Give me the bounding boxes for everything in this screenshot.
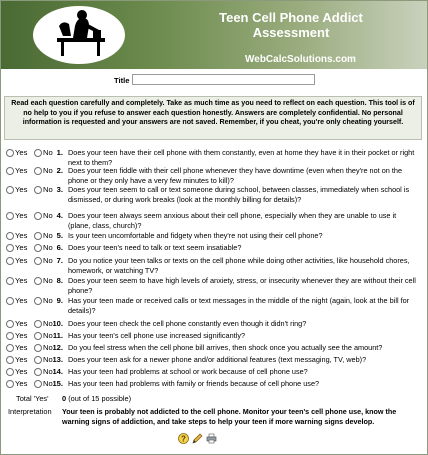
total-yes-note: (out of 15 possible) xyxy=(68,394,132,403)
title-line-1: Teen Cell Phone Addict xyxy=(219,10,363,25)
no-label: No xyxy=(43,231,53,240)
no-label: No xyxy=(43,148,53,157)
question-text: Has your teen made or received calls or text messages in the middle of the night (again, look at the bill for details)? xyxy=(68,296,410,315)
yes-label: Yes xyxy=(15,379,28,388)
no-radio[interactable] xyxy=(34,186,42,194)
no-label: No xyxy=(43,343,53,352)
no-radio[interactable] xyxy=(34,232,42,240)
question-number: 11. xyxy=(52,331,63,340)
no-label: No xyxy=(43,367,53,376)
interpretation-text: Your teen is probably not addicted to the cell phone. Monitor your teen's cell phone use, know the warning signs of addiction, and take steps to help your teen if more warning signs develop. xyxy=(62,407,397,426)
question-number: 12. xyxy=(52,343,63,352)
no-radio[interactable] xyxy=(34,277,42,285)
yes-label: Yes xyxy=(15,243,28,252)
question-number: 6. xyxy=(56,243,63,252)
no-label: No xyxy=(43,331,53,340)
yes-label: Yes xyxy=(15,211,28,220)
question-text: Is your teen uncomfortable and fidgety when they're not using their cell phone? xyxy=(68,231,323,240)
no-label: No xyxy=(43,185,53,194)
instructions-box: Read each question carefully and completely. Take as much time as you need to reflect on each question. This tool is of no help to you if you refuse to answer each question honestly. Answers are completely confidential. No personal information is requested and your answers are not saved. Remember, if you cheat, you're only cheating yourself. xyxy=(4,96,422,140)
no-label: No xyxy=(43,243,53,252)
question-text: Does your teen seem to have high levels of anxiety, stress, or insecurity whenever they are without their cell phone? xyxy=(68,276,416,295)
yes-radio[interactable] xyxy=(6,356,14,364)
question-text: Does your teen ask for a newer phone and/or additional features (text messaging, TV, web)? xyxy=(68,355,367,364)
no-radio[interactable] xyxy=(34,167,42,175)
page-title xyxy=(216,10,366,40)
no-label: No xyxy=(43,166,53,175)
no-radio[interactable] xyxy=(34,149,42,157)
no-radio[interactable] xyxy=(34,368,42,376)
question-text: Has your teen's cell phone use increased significantly? xyxy=(68,331,246,340)
yes-radio[interactable] xyxy=(6,320,14,328)
yes-radio[interactable] xyxy=(6,332,14,340)
yes-label: Yes xyxy=(15,185,28,194)
question-number: 14. xyxy=(52,367,63,376)
yes-label: Yes xyxy=(15,367,28,376)
title-row xyxy=(0,74,428,88)
yes-radio[interactable] xyxy=(6,244,14,252)
question-number: 15. xyxy=(52,379,63,388)
yes-radio[interactable] xyxy=(6,297,14,305)
question-text: Does your teen's need to talk or text seem insatiable? xyxy=(68,243,242,252)
yes-radio[interactable] xyxy=(6,167,14,175)
no-label: No xyxy=(43,211,53,220)
title-label: Title xyxy=(114,76,130,85)
yes-label: Yes xyxy=(15,343,28,352)
yes-radio[interactable] xyxy=(6,232,14,240)
svg-text:?: ? xyxy=(181,434,186,444)
question-text: Does your teen always seem anxious about their cell phone, especially when they are unable to use it (plane, class, church)? xyxy=(68,211,397,230)
no-label: No xyxy=(43,319,53,328)
no-label: No xyxy=(43,379,53,388)
question-number: 4. xyxy=(56,211,63,220)
yes-label: Yes xyxy=(15,331,28,340)
no-radio[interactable] xyxy=(34,297,42,305)
question-text: Has your teen had problems at school or work because of cell phone use? xyxy=(68,367,308,376)
site-name: WebCalcSolutions.com xyxy=(245,54,356,65)
question-text: Does your teen fiddle with their cell phone whenever they have downtime (even when they're not on the phone or they only have a very few minutes to kill)? xyxy=(68,166,403,185)
question-number: 5. xyxy=(56,231,63,240)
total-yes-label: Total 'Yes' xyxy=(16,394,49,403)
no-radio[interactable] xyxy=(34,380,42,388)
yes-radio[interactable] xyxy=(6,344,14,352)
print-icon[interactable] xyxy=(206,433,217,444)
no-radio[interactable] xyxy=(34,332,42,340)
yes-radio[interactable] xyxy=(6,380,14,388)
question-number: 3. xyxy=(56,185,63,194)
no-radio[interactable] xyxy=(34,320,42,328)
question-number: 2. xyxy=(56,166,63,175)
yes-label: Yes xyxy=(15,319,28,328)
yes-label: Yes xyxy=(15,296,28,305)
total-yes-count: 0 xyxy=(62,394,67,403)
no-label: No xyxy=(43,296,53,305)
question-text: Has your teen had problems with family or friends because of cell phone use? xyxy=(68,379,320,388)
yes-label: Yes xyxy=(15,231,28,240)
question-number: 7. xyxy=(56,256,63,265)
header-banner xyxy=(1,1,427,69)
no-radio[interactable] xyxy=(34,244,42,252)
title-line-2: Assessment xyxy=(252,25,330,40)
person-at-desk-icon xyxy=(33,6,125,64)
no-label: No xyxy=(43,256,53,265)
question-text: Do you notice your teen talks or texts on the cell phone while doing other activities, like household chores, homework, or watching TV? xyxy=(68,256,410,275)
yes-label: Yes xyxy=(15,276,28,285)
yes-label: Yes xyxy=(15,148,28,157)
yes-label: Yes xyxy=(15,166,28,175)
logo xyxy=(33,6,125,64)
yes-radio[interactable] xyxy=(6,368,14,376)
question-number: 10. xyxy=(52,319,63,328)
no-radio[interactable] xyxy=(34,257,42,265)
no-radio[interactable] xyxy=(34,212,42,220)
yes-radio[interactable] xyxy=(6,186,14,194)
no-label: No xyxy=(43,276,53,285)
yes-radio[interactable] xyxy=(6,149,14,157)
edit-pencil-icon[interactable] xyxy=(192,433,203,444)
yes-label: Yes xyxy=(15,256,28,265)
question-number: 13. xyxy=(52,355,63,364)
yes-label: Yes xyxy=(15,355,28,364)
question-text: Do you feel stress when the cell phone bill arrives, then shock once you actually see the amount? xyxy=(68,343,383,352)
yes-radio[interactable] xyxy=(6,257,14,265)
question-number: 9. xyxy=(56,296,63,305)
no-radio[interactable] xyxy=(34,344,42,352)
no-label: No xyxy=(43,355,53,364)
title-input[interactable] xyxy=(132,74,315,85)
question-text: Does your teen have their cell phone with them constantly, even at home they have it in their pocket or right next to them? xyxy=(68,148,415,167)
no-radio[interactable] xyxy=(34,356,42,364)
total-yes-value xyxy=(62,394,131,403)
question-number: 8. xyxy=(56,276,63,285)
interpretation-label: Interpretation xyxy=(8,407,52,416)
question-text: Does your teen check the cell phone constantly even though it didn't ring? xyxy=(68,319,307,328)
question-text: Does your teen seem to call or text someone during school, between classes, immediately when school is dismissed, or during work breaks (look at the monthly billing for details)? xyxy=(68,185,410,204)
yes-radio[interactable] xyxy=(6,212,14,220)
question-number: 1. xyxy=(56,148,63,157)
yes-radio[interactable] xyxy=(6,277,14,285)
help-icon[interactable] xyxy=(178,433,189,444)
